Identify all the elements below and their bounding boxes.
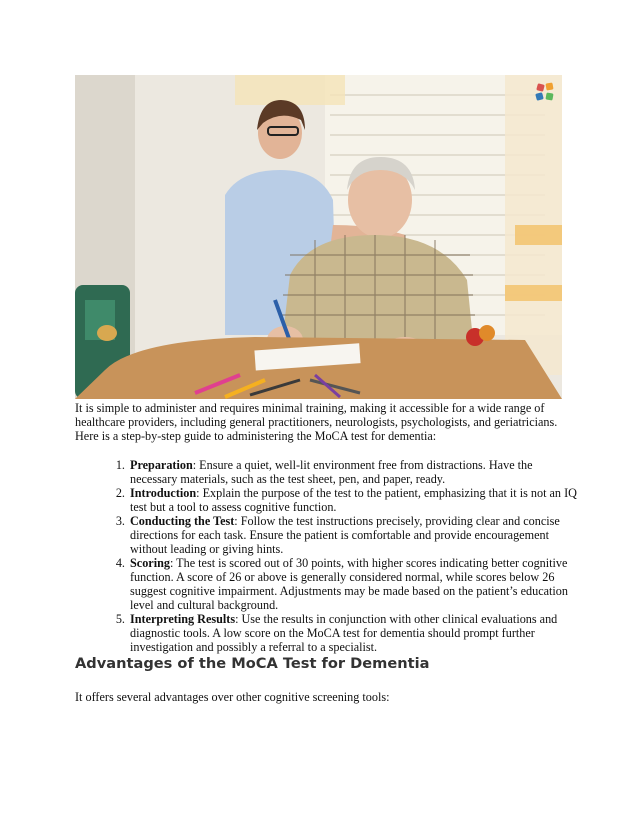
list-item xyxy=(128,514,580,556)
photo-illustration xyxy=(75,75,562,399)
step-title: Preparation xyxy=(130,458,193,472)
list-item xyxy=(128,556,580,612)
list-item xyxy=(128,486,580,514)
step-text: : Follow the test instructions precisely, providing clear and concise directions for each task. Ensure the patient is comfortable and provide encouragement without leading or giving hints. xyxy=(130,514,560,556)
list-item xyxy=(128,458,580,486)
section-heading: Advantages of the MoCA Test for Dementia xyxy=(75,655,430,672)
brand-logo-icon xyxy=(534,81,556,103)
steps-list xyxy=(110,458,580,654)
step-text: : Ensure a quiet, well-lit environment free from distractions. Have the necessary materials, such as the test sheet, pen, and paper, ready. xyxy=(130,458,533,486)
list-item xyxy=(128,612,580,654)
outro-paragraph: It offers several advantages over other cognitive screening tools: xyxy=(75,690,390,704)
step-text: : The test is scored out of 30 points, with higher scores indicating better cognitive function. A score of 26 or above is generally considered normal, while scores below 26 suggest cognitive impairment. Adjustments may be made based on the patient’s education level and cultural background. xyxy=(130,556,568,612)
hero-photo xyxy=(75,75,562,399)
step-text: : Explain the purpose of the test to the patient, emphasizing that it is not an IQ test but a tool to assess cognitive function. xyxy=(130,486,577,514)
step-title: Scoring xyxy=(130,556,170,570)
step-title: Conducting the Test xyxy=(130,514,235,528)
step-title: Introduction xyxy=(130,486,197,500)
step-text: : Use the results in conjunction with other clinical evaluations and diagnostic tools. A low score on the MoCA test for dementia should prompt further investigation and possibly a referral to a specialist. xyxy=(130,612,558,654)
intro-paragraph: It is simple to administer and requires minimal training, making it accessible for a wide range of healthcare providers, including general practitioners, neurologists, psychologists, and geriatricians. Here is a step-by-step guide to administering the MoCA test for dementia: xyxy=(75,401,558,443)
step-title: Interpreting Results xyxy=(130,612,236,626)
